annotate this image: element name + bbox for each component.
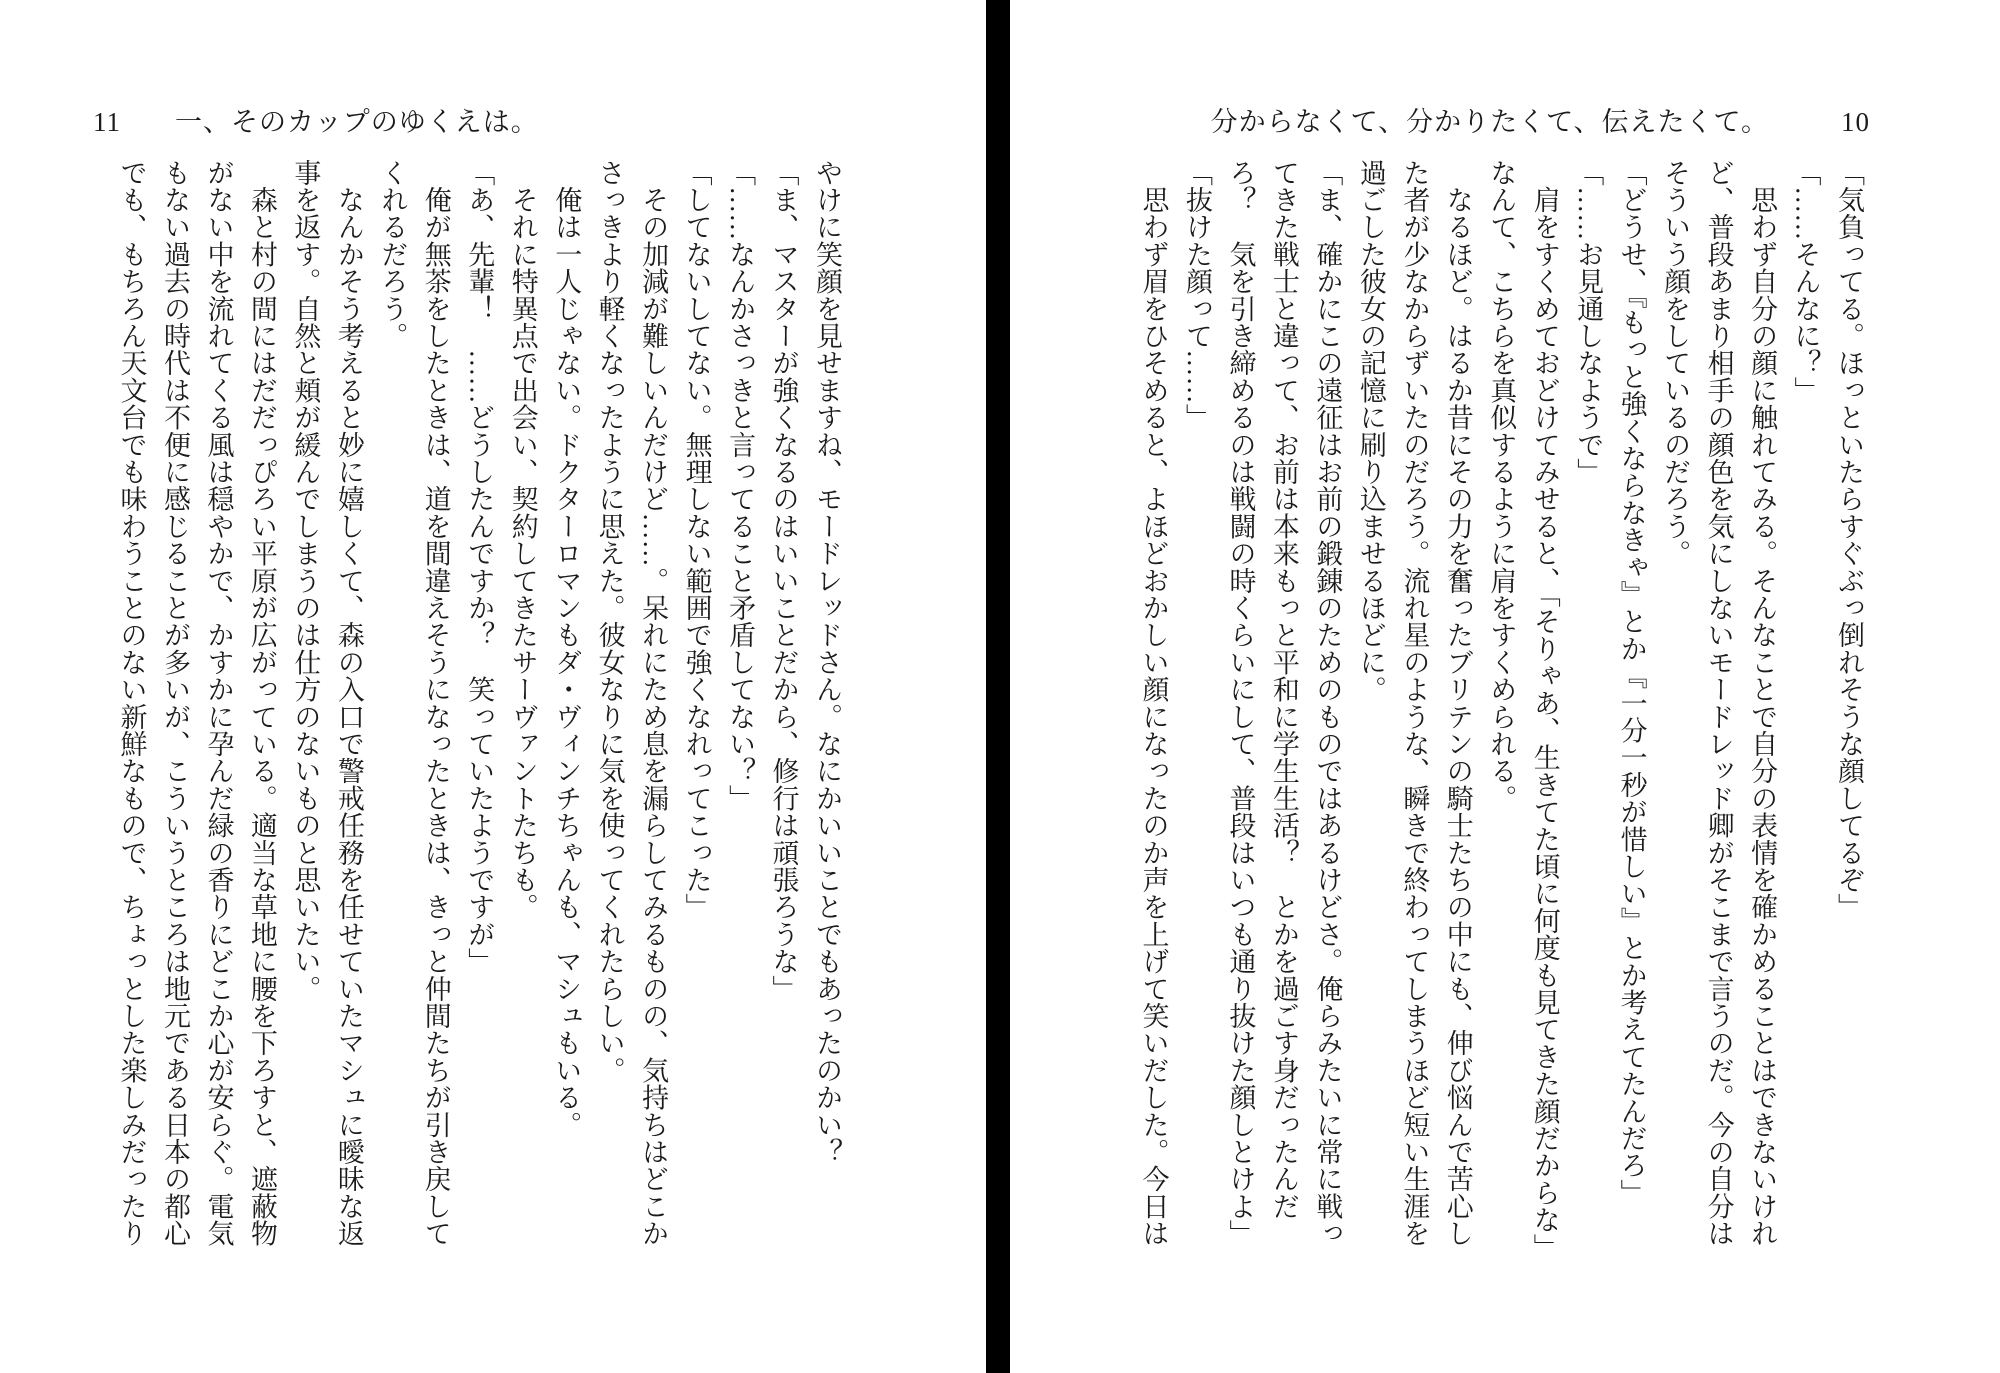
text-line: 肩をすくめておどけてみせると、「そりゃあ、生きてた頃に何度も見てきた顔だからな」: [1529, 159, 1560, 1261]
text-line: 「してないしてない。無理しない範囲で強くなれってこった」: [681, 159, 712, 921]
left-page-body: [109, 159, 848, 1247]
text-line: 「ま、マスターが強くなるのはいいことだから、修行は頑張ろうな」: [768, 159, 799, 1003]
text-line: た者が少なからずいたのだろう。流れ星のような、瞬きで終わってしまうほど短い生涯を: [1399, 159, 1430, 1247]
text-line: さっきより軽くなったように思えた。彼女なりに気を使ってくれたらしい。: [594, 159, 625, 1084]
text-line: 俺は一人じゃない。ドクターロマンもダ・ヴィンチちゃんも、マシュもいる。: [551, 159, 582, 1139]
page-left: [0, 0, 986, 1373]
text-line: 「あ、先輩！ ……どうしたんですか？ 笑っていたようですが」: [464, 159, 495, 975]
text-line: 「……そんなに？」: [1790, 159, 1821, 404]
text-line: やけに笑顔を見せますね、モードレッドさん。なにかいいことでもあったのかい？: [812, 159, 842, 1166]
left-page-number: 11: [93, 107, 121, 137]
page-divider: [986, 0, 1010, 1373]
text-line: その加減が難しいんだけど……。呆れにため息を漏らしてみるものの、気持ちはどこか: [638, 159, 669, 1247]
text-line: がない中を流れてくる風は穏やかで、かすかに孕んだ緑の香りにどこか心が安らぐ。電気: [203, 159, 234, 1247]
text-line: 過ごした彼女の記憶に刷り込ませるほどに。: [1355, 159, 1386, 703]
text-line: 「どうせ、『もっと強くならなきゃ』とか『一分一秒が惜しい』とか考えてたんだろ」: [1616, 159, 1647, 1207]
text-line: 森と村の間にはだだっぴろい平原が広がっている。適当な草地に腰を下ろすと、遮蔽物: [246, 159, 277, 1247]
text-line: 「……お見通しなようで」: [1573, 159, 1604, 486]
text-line: なんかそう考えると妙に嬉しくて、森の入口で警戒任務を任せていたマシュに曖昧な返: [333, 159, 364, 1247]
left-chapter-title: 一、そのカップのゆくえは。: [175, 107, 539, 137]
text-line: くれるだろう。: [377, 159, 408, 350]
text-line: 思わず自分の顔に触れてみる。そんなことで自分の表情を確かめることはできないけれ: [1747, 159, 1778, 1247]
text-line: 俺が無茶をしたときは、道を間違えそうになったときは、きっと仲間たちが引き戻して: [420, 159, 451, 1247]
text-line: そういう顔をしているのだろう。: [1660, 159, 1691, 567]
text-line: 思わず眉をひそめると、よほどおかしい顔になったのか声を上げて笑いだした。今日は: [1138, 159, 1169, 1247]
text-line: もない過去の時代は不便に感じることが多いが、こういうところは地元である日本の都心: [159, 159, 190, 1247]
text-line: なるほど。はるか昔にその力を奮ったブリテンの騎士たちの中にも、伸び悩んで苦心し: [1442, 159, 1473, 1247]
left-page-header: [93, 100, 539, 139]
text-line: でも、もちろん天文台でも味わうことのない新鮮なもので、ちょっとした楽しみだったり: [116, 159, 147, 1247]
text-line: なんて、こちらを真似するように肩をすくめられる。: [1486, 159, 1517, 812]
text-line: 「気負ってる。ほっといたらすぐぶっ倒れそうな顔してるぞ」: [1834, 159, 1864, 921]
text-line: ろ？ 気を引き締めるのは戦闘の時くらいにして、普段はいつも通り抜けた顔しとけよ」: [1225, 159, 1256, 1247]
right-page-header: [1211, 100, 1870, 139]
text-line: 「……なんかさっきと言ってること矛盾してない？」: [725, 159, 756, 812]
text-line: ど、普段あまり相手の顔色を気にしないモードレッド卿がそこまで言うのだ。今の自分は: [1703, 159, 1734, 1247]
right-chapter-title: 分からなくて、分かりたくて、伝えたくて。: [1210, 107, 1769, 137]
text-line: てきた戦士と違って、お前は本来もっと平和に学生生活？ とかを過ごす身だったんだ: [1268, 159, 1299, 1220]
text-line: 「抜けた顔って……」: [1181, 159, 1212, 431]
right-page-body: [1131, 159, 1870, 1261]
text-line: 「ま、確かにこの遠征はお前の鍛錬のためのものではあるけどさ。俺らみたいに常に戦っ: [1312, 159, 1343, 1247]
page-right: [1010, 0, 2000, 1373]
text-line: 事を返す。自然と頬が緩んでしまうのは仕方のないものと思いたい。: [290, 159, 321, 1003]
text-line: それに特異点で出会い、契約してきたサーヴァントたちも。: [507, 159, 538, 921]
right-page-number: 10: [1841, 107, 1870, 137]
